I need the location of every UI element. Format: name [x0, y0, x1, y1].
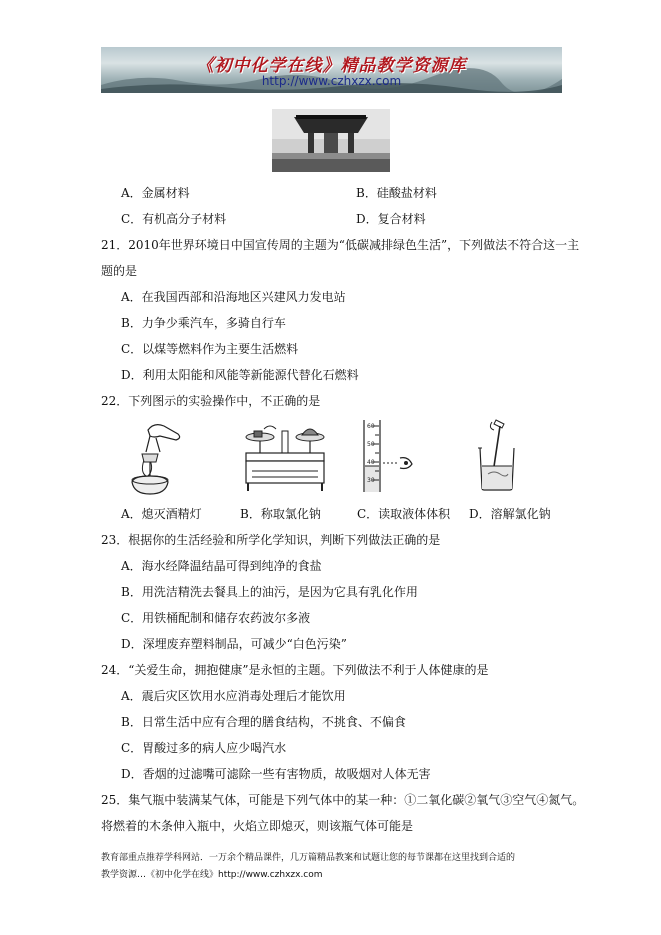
q22-stem: 22．下列图示的实验操作中，不正确的是 — [101, 394, 321, 408]
footer-line1: 教育部重点推荐学科网站．一万余个精品课件，几万篇精品教案和试题让您的每节课都在这里找到合适的 — [101, 853, 516, 863]
figure-balance-weighing — [238, 423, 332, 493]
banner-url[interactable]: http://www.czhxzx.com — [261, 74, 402, 88]
q20-option-d: D．复合材料 — [356, 212, 426, 226]
q21-stem-line1: 21．2010年世界环境日中国宣传周的主题为“低碳减排绿色生活”，下列做法不符合这一主 — [101, 238, 580, 252]
pavilion-photo — [272, 109, 390, 172]
cylinder-tick-50: 50 — [367, 441, 375, 448]
q25-stem-line2: 将燃着的木条伸入瓶中，火焰立即熄灭，则该瓶气体可能是 — [101, 819, 414, 833]
q23-option-a: A．海水经降温结晶可得到纯净的食盐 — [121, 559, 322, 573]
q23-option-c: C．用铁桶配制和储存农药波尔多液 — [121, 611, 311, 625]
page-footer — [101, 850, 571, 884]
q20-option-a: A．金属材料 — [121, 186, 190, 200]
q21-option-d: D．利用太阳能和风能等新能源代替化石燃料 — [121, 368, 359, 382]
header-banner — [101, 47, 562, 93]
q21-option-b: B．力争少乘汽车，多骑自行车 — [121, 316, 286, 330]
figure-graduated-cylinder — [356, 420, 426, 496]
q22-option-b: B．称取氯化钠 — [240, 507, 321, 521]
q22-option-c: C．读取液体体积 — [357, 507, 451, 521]
footer-line2[interactable]: 教学资源…《初中化学在线》http://www.czhxzx.com — [101, 870, 323, 880]
q23-option-d: D．深埋废弃塑料制品，可减少“白色污染” — [121, 637, 347, 651]
q24-stem: 24．“关爱生命，拥抱健康”是永恒的主题。下列做法不利于人体健康的是 — [101, 663, 489, 677]
cylinder-tick-30: 30 — [367, 477, 375, 484]
q24-option-b: B．日常生活中应有合理的膳食结构，不挑食、不偏食 — [121, 715, 406, 729]
q23-option-b: B．用洗洁精洗去餐具上的油污，是因为它具有乳化作用 — [121, 585, 418, 599]
figure-extinguish-alcohol-lamp — [120, 420, 190, 500]
q23-stem: 23．根据你的生活经验和所学化学知识，判断下列做法正确的是 — [101, 533, 441, 547]
cylinder-tick-40: 40 — [367, 459, 375, 466]
q25-stem-line1: 25．集气瓶中装满某气体，可能是下列气体中的某一种：①二氧化碳②氧气③空气④氮气。 — [101, 793, 585, 807]
q20-option-b: B．硅酸盐材料 — [356, 186, 437, 200]
figure-dissolve-stirring — [474, 418, 534, 494]
q20-option-c: C．有机高分子材料 — [121, 212, 227, 226]
q24-option-d: D．香烟的过滤嘴可滤除一些有害物质，故吸烟对人体无害 — [121, 767, 431, 781]
q21-stem-line2: 题的是 — [101, 264, 138, 278]
cylinder-tick-60: 60 — [367, 423, 375, 430]
q21-option-a: A．在我国西部和沿海地区兴建风力发电站 — [121, 290, 346, 304]
q22-option-a: A．熄灭酒精灯 — [121, 507, 202, 521]
q24-option-a: A．震后灾区饮用水应消毒处理后才能饮用 — [121, 689, 346, 703]
banner-title: 《初中化学在线》精品教学资源库 — [196, 56, 467, 76]
q22-option-d: D．溶解氯化钠 — [469, 507, 551, 521]
q24-option-c: C．胃酸过多的病人应少喝汽水 — [121, 741, 287, 755]
q21-option-c: C．以煤等燃料作为主要生活燃料 — [121, 342, 299, 356]
